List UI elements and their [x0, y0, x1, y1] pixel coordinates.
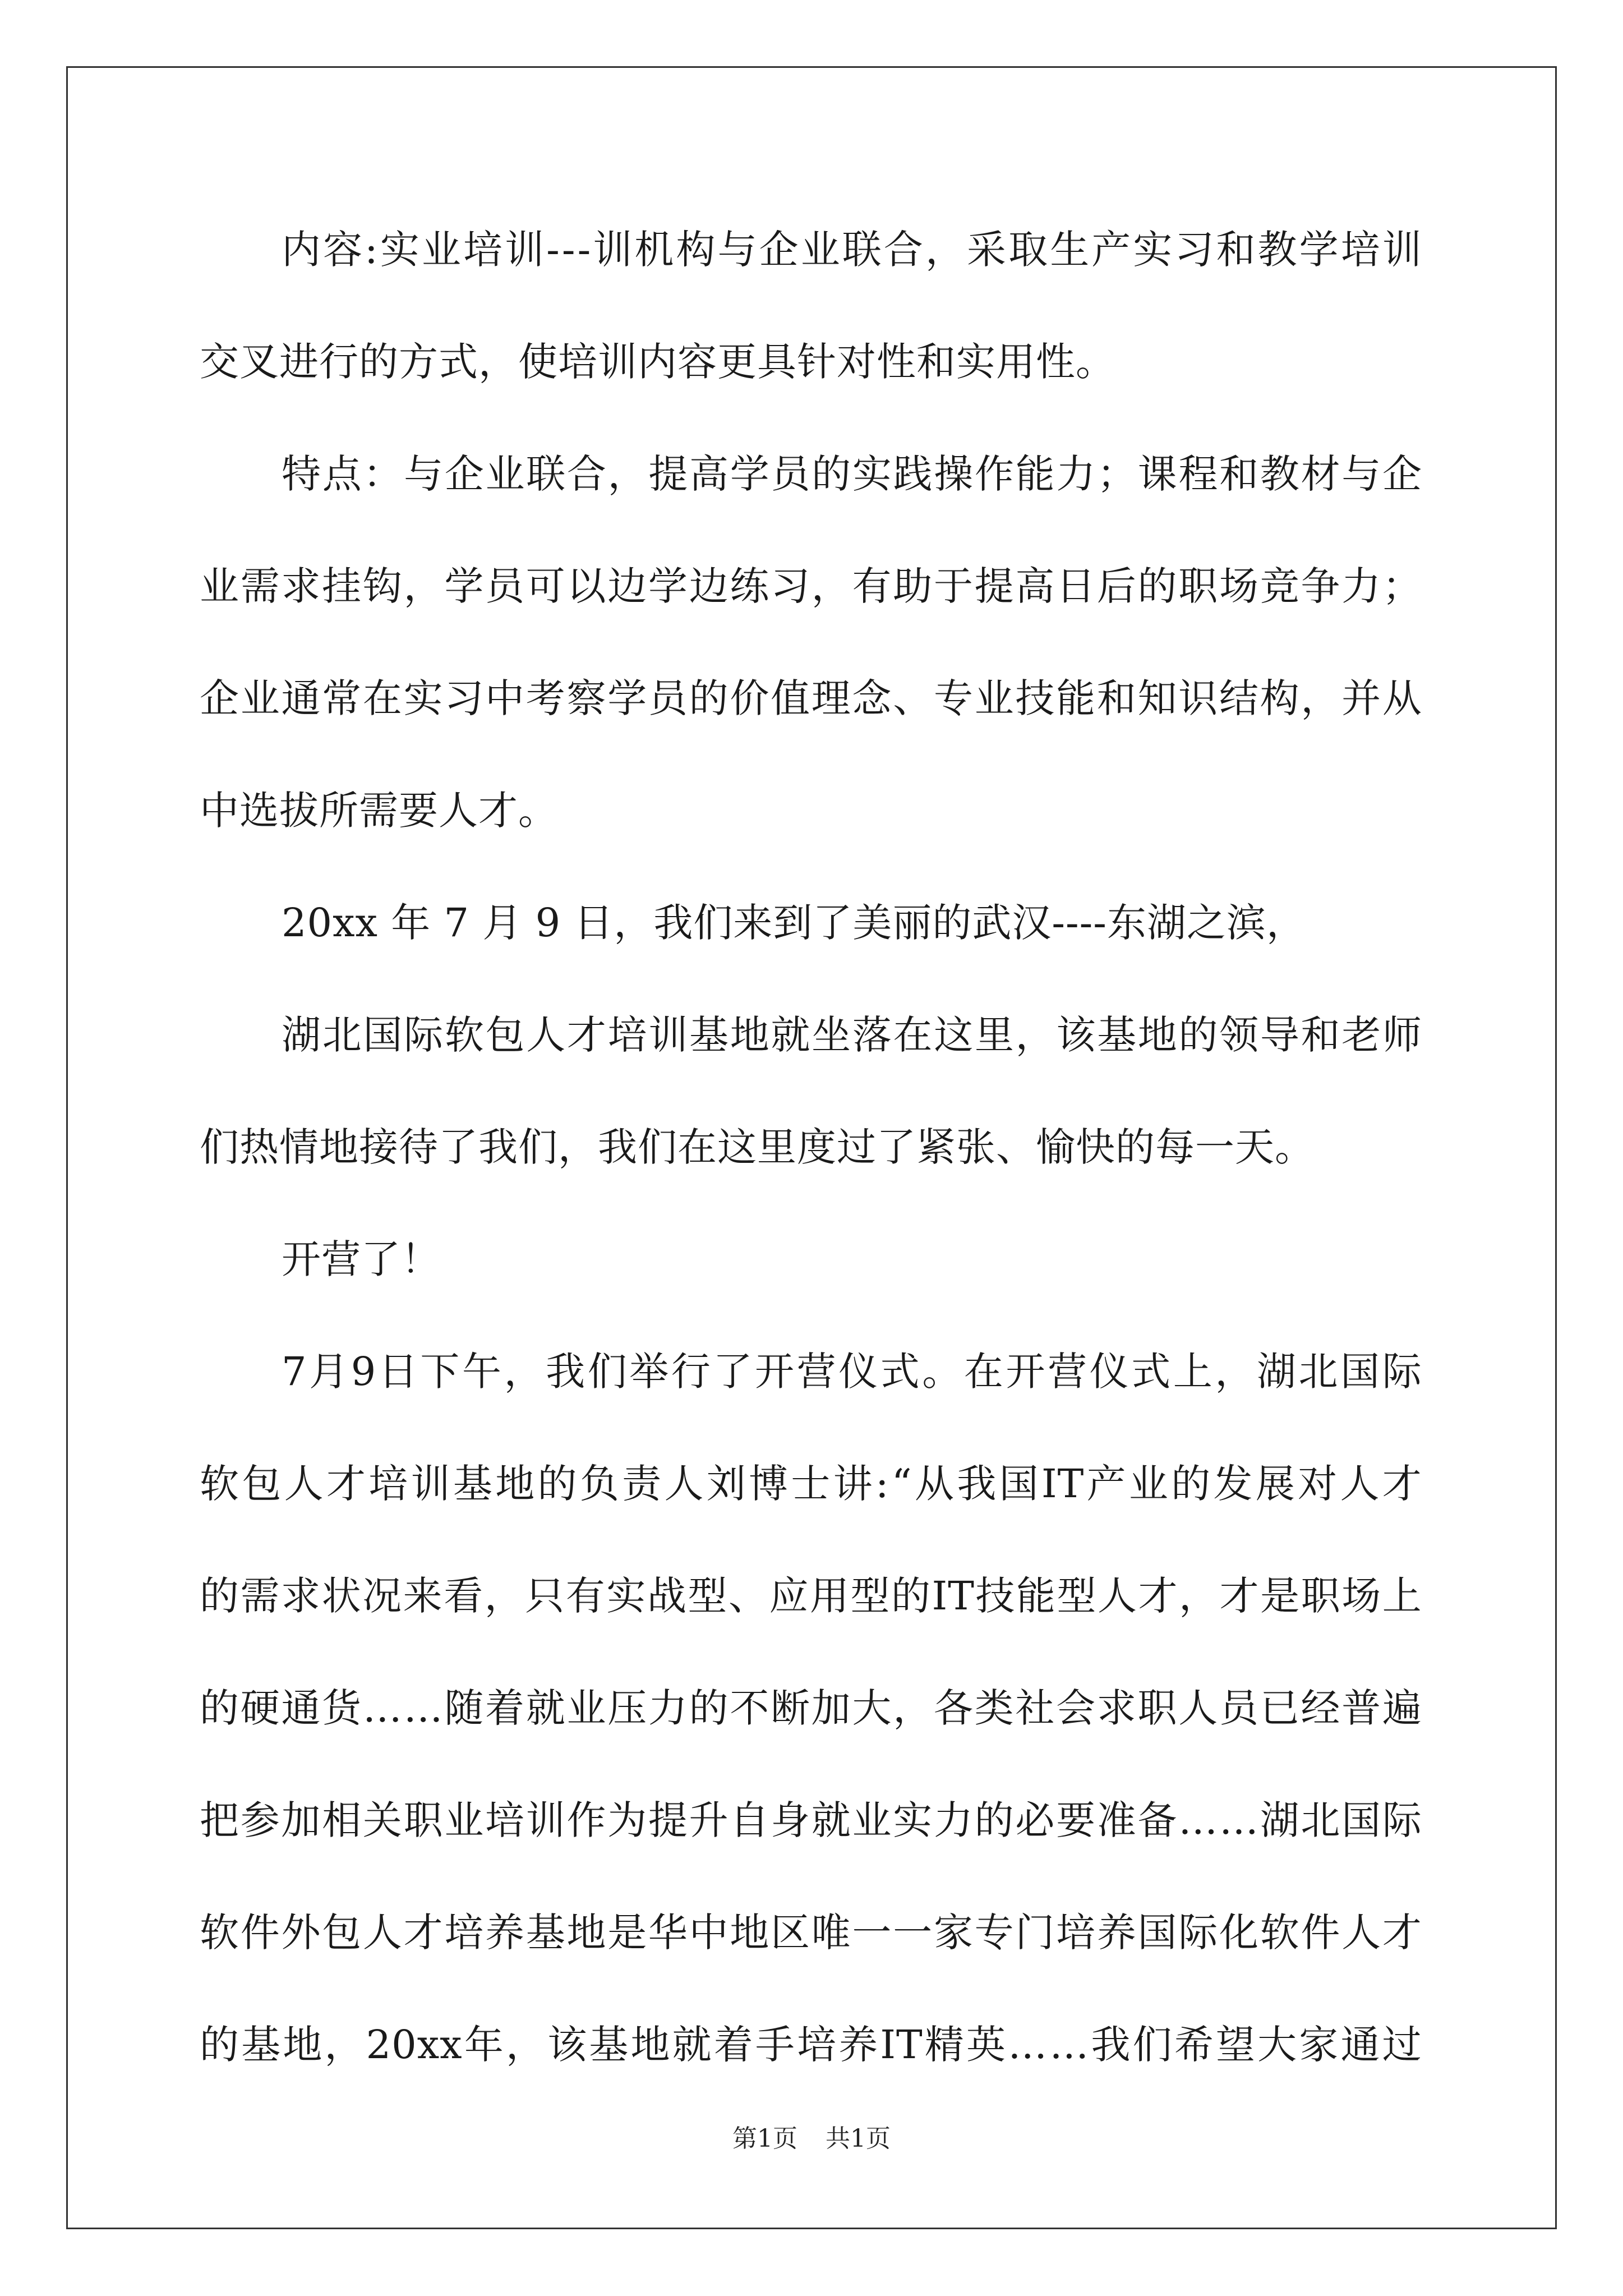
text-line: 的 需 求 状 况 来 看 ， 只 有 实 战 型 、 应 用 型 的 IT 技 能 型 人 才 ， 才 是 职 场 上	[200, 1573, 1422, 1619]
text-line: 特 点 ： 与 企 业 联 合 ， 提 高 学 员 的 实 践 操 作 能 力 ； 课 程 和 教 材 与 企	[282, 451, 1422, 497]
page-number-current: 第1页	[732, 2124, 797, 2153]
text-line: 内 容 : 实 业 培 训 - - - 训 机 构 与 企 业 联 合 ， 采 取 生 产 实 习 和 教 学 培 训	[282, 227, 1422, 273]
text-line: 20xx 年 7 月 9 日，我们来到了美丽的武汉----东湖之滨，	[282, 900, 1306, 946]
text-line: 7 月 9 日 下 午 ， 我 们 举 行 了 开 营 仪 式 。 在 开 营 仪 式 上 ， 湖 北 国 际	[282, 1349, 1422, 1395]
text-line: 们热情地接待了我们，我们在这里度过了紧张、愉快的每一天。	[200, 1124, 1315, 1170]
text-line: 软 件 外 包 人 才 培 养 基 地 是 华 中 地 区 唯 一 一 家 专 门 培 养 国 际 化 软 件 人 才	[200, 1910, 1422, 1955]
text-line: 开营了！	[282, 1236, 441, 1282]
text-line: 软 包 人 才 培 训 基 地 的 负 责 人 刘 博 士 讲 : “ 从 我 国 IT 产 业 的 发 展 对 人 才	[200, 1461, 1422, 1507]
text-line: 交叉进行的方式，使培训内容更具针对性和实用性。	[200, 339, 1115, 385]
text-line: 业 需 求 挂 钩 ， 学 员 可 以 边 学 边 练 习 ， 有 助 于 提 高 日 后 的 职 场 竞 争 力 ；	[200, 563, 1422, 609]
text-line: 把 参 加 相 关 职 业 培 训 作 为 提 升 自 身 就 业 实 力 的 必 要 准 备 … … 湖 北 国 际	[200, 1797, 1422, 1843]
text-line: 企 业 通 常 在 实 习 中 考 察 学 员 的 价 值 理 念 、 专 业 技 能 和 知 识 结 构 ， 并 从	[200, 675, 1422, 721]
document-body	[200, 219, 1422, 2126]
text-line: 中选拔所需要人才。	[200, 788, 558, 834]
page-footer	[0, 2118, 1623, 2154]
text-line: 的 基 地 ， 20xx 年 ， 该 基 地 就 着 手 培 养 IT 精 英 … … 我 们 希 望 大 家 通 过	[200, 2022, 1422, 2068]
page-number-total: 共1页	[826, 2124, 891, 2153]
text-line: 的 硬 通 货 … … 随 着 就 业 压 力 的 不 断 加 大 ， 各 类 社 会 求 职 人 员 已 经 普 遍	[200, 1685, 1422, 1731]
text-line: 湖 北 国 际 软 包 人 才 培 训 基 地 就 坐 落 在 这 里 ， 该 基 地 的 领 导 和 老 师	[282, 1012, 1422, 1058]
